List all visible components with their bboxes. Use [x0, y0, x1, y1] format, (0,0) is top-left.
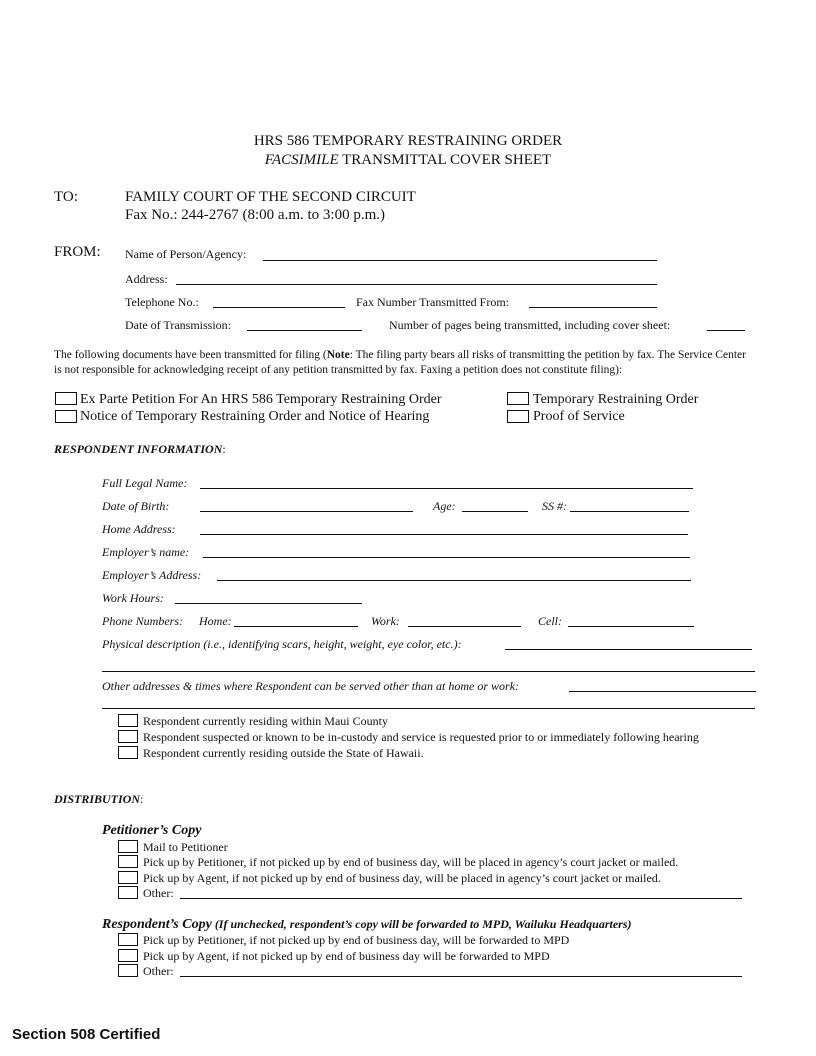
fax-from-field[interactable] [529, 307, 657, 308]
other-addresses-field-2[interactable] [102, 708, 755, 709]
pet-pickup-petitioner-label: Pick up by Petitioner, if not picked up by end of business day, will be placed in agency’s court jacket or mailed. [143, 855, 679, 869]
ex-parte-checkbox[interactable] [55, 392, 77, 405]
notice-pre: The following documents have been transmitted for filing ( [54, 349, 327, 361]
dob-label: Date of Birth: [102, 499, 170, 513]
fax-from-label: Fax Number Transmitted From: [356, 295, 510, 309]
ss-field[interactable] [570, 511, 689, 512]
full-name-field[interactable] [200, 488, 693, 489]
pages-field[interactable] [707, 330, 745, 331]
notice-tro-checkbox[interactable] [55, 410, 77, 423]
petitioner-copy-heading: Petitioner’s Copy [102, 823, 202, 838]
proof-checkbox[interactable] [507, 410, 529, 423]
from-label: FROM: [54, 244, 101, 260]
subtitle-rest: TRANSMITTAL COVER SHEET [338, 152, 552, 168]
outside-checkbox[interactable] [118, 746, 138, 759]
pages-label: Number of pages being transmitted, including cover sheet: [389, 318, 671, 332]
full-name-label: Full Legal Name: [102, 476, 188, 490]
respondent-copy-heading-text: Respondent’s Copy [102, 917, 212, 932]
age-field[interactable] [462, 511, 528, 512]
ss-label: SS #: [542, 499, 567, 513]
court-name: FAMILY COURT OF THE SECOND CIRCUIT [125, 189, 416, 205]
res-pickup-petitioner-checkbox[interactable] [118, 933, 138, 946]
tro-label: Temporary Restraining Order [533, 392, 699, 407]
pet-pickup-agent-label: Pick up by Agent, if not picked up by end of business day, will be placed in agency’s court jacket or mailed. [143, 871, 661, 885]
facsimile-word: FACSIMILE [264, 152, 339, 168]
notice-post: : The filing party bears all risks of transmitting the petition by fax. The Service Center is not responsible for acknowledging receipt of any petition transmitted by fax. Faxing a petition does not constitute filing): [54, 349, 746, 376]
employer-name-label: Employer’s name: [102, 545, 190, 559]
other-addresses-field[interactable] [569, 691, 756, 692]
work-phone-field[interactable] [408, 626, 521, 627]
res-other-label: Other: [143, 964, 174, 978]
form-title: HRS 586 TEMPORARY RESTRAINING ORDER [253, 133, 563, 149]
home-address-label: Home Address: [102, 522, 176, 536]
form-subtitle [0, 152, 816, 169]
to-label: TO: [54, 189, 78, 205]
res-other-field[interactable] [180, 976, 742, 977]
address-field[interactable] [176, 284, 657, 285]
date-label: Date of Transmission: [125, 318, 232, 332]
pet-pickup-agent-checkbox[interactable] [118, 871, 138, 884]
employer-address-label: Employer’s Address: [102, 568, 202, 582]
physical-description-field-2[interactable] [102, 671, 755, 672]
section-508-footer: Section 508 Certified [12, 1026, 161, 1043]
tro-checkbox[interactable] [507, 392, 529, 405]
phone-numbers-label: Phone Numbers: [102, 614, 183, 628]
name-label: Name of Person/Agency: [125, 247, 247, 261]
custody-label: Respondent suspected or known to be in-custody and service is requested prior to or immediately following hearing [143, 730, 699, 744]
other-addresses-label: Other addresses & times where Respondent can be served other than at home or work: [102, 679, 520, 693]
outside-label: Respondent currently residing outside the State of Hawaii. [143, 746, 424, 760]
maui-checkbox[interactable] [118, 714, 138, 727]
respondent-copy-note: (If unchecked, respondent’s copy will be forwarded to MPD, Wailuku Headquarters) [211, 917, 632, 931]
res-pickup-petitioner-label: Pick up by Petitioner, if not picked up by end of business day, will be forwarded to MPD [143, 933, 570, 947]
res-other-checkbox[interactable] [118, 964, 138, 977]
distribution-heading [54, 792, 143, 807]
telephone-field[interactable] [213, 307, 345, 308]
court-fax: Fax No.: 244-2767 (8:00 a.m. to 3:00 p.m.) [125, 207, 385, 223]
respondent-heading-text: RESPONDENT INFORMATION [54, 442, 223, 456]
employer-address-field[interactable] [217, 580, 691, 581]
distribution-heading-text: DISTRIBUTION [54, 792, 141, 806]
dob-field[interactable] [200, 511, 413, 512]
employer-name-field[interactable] [203, 557, 690, 558]
name-field[interactable] [263, 260, 657, 261]
maui-label: Respondent currently residing within Maui County [143, 714, 388, 728]
cell-phone-field[interactable] [568, 626, 694, 627]
respondent-copy-heading [102, 917, 631, 933]
res-pickup-agent-checkbox[interactable] [118, 949, 138, 962]
home-address-field[interactable] [200, 534, 688, 535]
respondent-heading-colon: : [222, 442, 226, 456]
date-field[interactable] [247, 330, 362, 331]
pet-other-label: Other: [143, 886, 174, 900]
work-hours-label: Work Hours: [102, 591, 164, 605]
pet-other-field[interactable] [180, 898, 742, 899]
address-label: Address: [125, 272, 168, 286]
notice-bold: Note [326, 349, 350, 361]
physical-description-label: Physical description (i.e., identifying scars, height, weight, eye color, etc.): [102, 637, 462, 651]
res-pickup-agent-label: Pick up by Agent, if not picked up by end of business day will be forwarded to MPD [143, 949, 550, 963]
home-phone-label: Home: [199, 614, 232, 628]
pet-other-checkbox[interactable] [118, 886, 138, 899]
ex-parte-label: Ex Parte Petition For An HRS 586 Temporary Restraining Order [80, 392, 442, 407]
notice-tro-label: Notice of Temporary Restraining Order and Notice of Hearing [80, 409, 430, 424]
work-phone-label: Work: [371, 614, 400, 628]
telephone-label: Telephone No.: [125, 295, 199, 309]
age-label: Age: [433, 499, 456, 513]
home-phone-field[interactable] [234, 626, 358, 627]
pet-pickup-petitioner-checkbox[interactable] [118, 855, 138, 868]
custody-checkbox[interactable] [118, 730, 138, 743]
distribution-heading-colon: : [140, 792, 144, 806]
physical-description-field[interactable] [505, 649, 752, 650]
pet-mail-label: Mail to Petitioner [143, 840, 228, 854]
respondent-heading [54, 442, 226, 457]
work-hours-field[interactable] [175, 603, 362, 604]
cell-phone-label: Cell: [538, 614, 562, 628]
proof-label: Proof of Service [533, 409, 625, 424]
filing-notice [54, 348, 754, 378]
pet-mail-checkbox[interactable] [118, 840, 138, 853]
